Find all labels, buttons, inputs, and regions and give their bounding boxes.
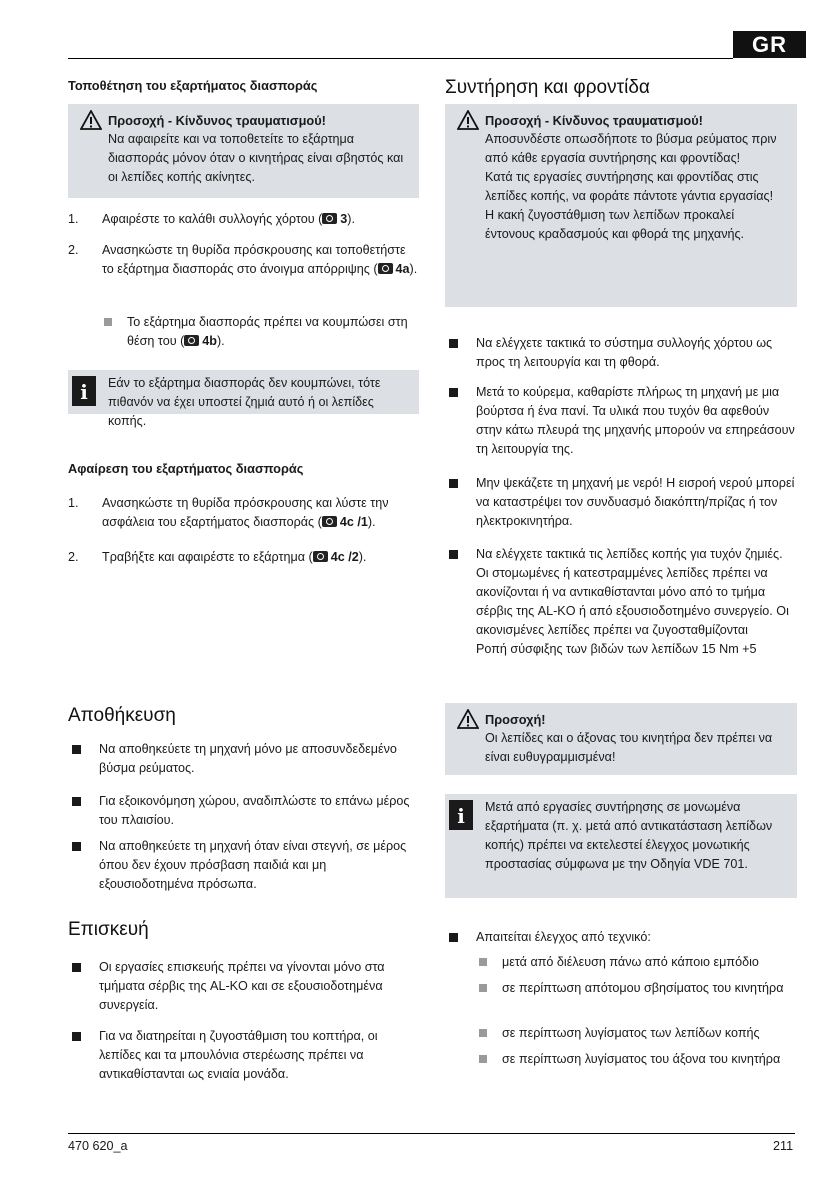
technician-item-text: σε περίπτωση λυγίσματος του άξονα του κινητήρα <box>502 1052 781 1066</box>
install-warning-box <box>68 104 419 198</box>
technician-item <box>477 1050 797 1069</box>
step-text: Ανασηκώστε τη θυρίδα πρόσκρουσης και λύστε την ασφάλεια του εξαρτήματος διασποράς ( 4c /1). <box>102 496 389 529</box>
install-warning-title: Προσοχή - Κίνδυνος τραυματισμού! <box>108 112 326 128</box>
install-warning-header <box>80 110 409 130</box>
step-number: 1. <box>68 496 79 510</box>
repair-item <box>68 958 420 1015</box>
bullet <box>479 1029 487 1037</box>
repair-title: Επισκευή <box>68 919 149 940</box>
technician-item <box>477 979 797 998</box>
caution-text: Οι λεπίδες και ο άξονας του κινητήρα δεν πρέπει να είναι ευθυγραμμισμένα! <box>485 731 773 764</box>
storage-item <box>68 792 420 830</box>
header-rule <box>68 58 733 59</box>
bullet <box>449 550 458 559</box>
info-icon: i <box>449 800 473 830</box>
repair-item <box>68 1027 420 1084</box>
camera-icon <box>184 335 199 346</box>
step-number: 1. <box>68 212 79 226</box>
caution-title: Προσοχή! <box>485 711 546 727</box>
torque-text: Ροπή σύσφιξης των βιδών των λεπίδων 15 Nm +5 <box>476 642 757 656</box>
remove-title: Αφαίρεση του εξαρτήματος διασποράς <box>68 461 304 476</box>
language-tab: GR <box>733 31 806 58</box>
bullet <box>479 958 487 966</box>
caution-box <box>445 703 797 775</box>
doc-number: 470 620_a <box>68 1139 128 1153</box>
substep-text: Το εξάρτημα διασποράς πρέπει να κουμπώσει στη θέση του ( 4b). <box>127 315 408 348</box>
bullet <box>72 797 81 806</box>
storage-item <box>68 837 420 894</box>
maintenance-warning-line: Αποσυνδέστε οπωσδήποτε το βύσμα ρεύματος πριν από κάθε εργασία συντήρησης και φροντίδας! <box>485 132 777 165</box>
technician-item <box>477 953 797 972</box>
maintenance-warning-title: Προσοχή - Κίνδυνος τραυματισμού! <box>485 112 703 128</box>
footer-rule <box>68 1133 795 1134</box>
maintenance-item-text: Μην ψεκάζετε τη μηχανή με νερό! Η εισροή νερού μπορεί να καταστρέψει τον συνδυασμό διακόπτη/πρίζας ή τον ηλεκτροκινητήρα. <box>476 476 795 528</box>
warning-triangle-icon <box>457 709 479 729</box>
technician-item-text: σε περίπτωση απότομου σβησίματος του κινητήρα <box>502 981 784 995</box>
warning-triangle-icon <box>80 110 102 130</box>
storage-item-text: Να αποθηκεύετε τη μηχανή μόνο με αποσυνδεδεμένο βύσμα ρεύματος. <box>99 742 397 775</box>
maintenance-info-text: Μετά από εργασίες συντήρησης σε μονωμένα εξαρτήματα (π. χ. μετά από αντικατάσταση λεπίδων κοπής) πρέπει να εκτελεστεί έλεγχος μονωτικής προστασίας σύμφωνα με την Οδηγία VDE 701. <box>485 800 773 871</box>
install-info-box <box>68 370 419 428</box>
bullet <box>72 963 81 972</box>
maintenance-item-text: Να ελέγχετε τακτικά τις λεπίδες κοπής για τυχόν ζημιές. Οι στομωμένες ή κατεστραμμένες λεπίδες πρέπει να ακονίζονται ή να αντικαθίστανται μόνο από το τμήμα σέρβις της AL-KO ή από εξουσιοδοτημένο συνεργείο. Οι ακονισμένες λεπίδες πρέπει να ζυγοσταθμίζονται Ροπή σύσφιξης των βιδών των λεπίδων 15 Nm +5 <box>476 547 789 656</box>
maintenance-title: Συντήρηση και φροντίδα <box>445 77 650 98</box>
maintenance-warning-header <box>457 110 787 130</box>
maintenance-item <box>445 334 797 372</box>
install-title: Τοποθέτηση του εξαρτήματος διασποράς <box>68 78 318 93</box>
camera-icon <box>322 213 337 224</box>
technician-item-text: μετά από διέλευση πάνω από κάποιο εμπόδιο <box>502 955 759 969</box>
maintenance-warning-box <box>445 104 797 307</box>
repair-item-text: Οι εργασίες επισκευής πρέπει να γίνονται μόνο στα τμήματα σέρβις της AL-KO και σε εξουσιοδοτημένα συνεργεία. <box>99 960 385 1012</box>
info-icon: i <box>72 376 96 406</box>
bullet <box>479 984 487 992</box>
bullet <box>449 479 458 488</box>
maintenance-item <box>445 383 797 459</box>
install-info-text: Εάν το εξάρτημα διασποράς δεν κουμπώνει, τότε πιθανόν να έχει υποστεί ζημιά αυτό ή οι λεπίδες κοπής. <box>108 376 381 428</box>
step-number: 2. <box>68 243 79 257</box>
camera-icon <box>313 551 328 562</box>
warning-triangle-icon <box>457 110 479 130</box>
bullet <box>449 933 458 942</box>
storage-title: Αποθήκευση <box>68 705 176 726</box>
camera-icon <box>322 516 337 527</box>
storage-item-text: Για εξοικονόμηση χώρου, αναδιπλώστε το επάνω μέρος του πλαισίου. <box>99 794 410 827</box>
repair-item-text: Για να διατηρείται η ζυγοστάθμιση του κοπτήρα, οι λεπίδες και τα μπουλόνια στερέωσης πρέπει να αντικαθίστανται ως ενιαία μονάδα. <box>99 1029 378 1081</box>
storage-item-text: Να αποθηκεύετε τη μηχανή όταν είναι στεγνή, σε μέρος όπου δεν έχουν πρόσβαση παιδιά και μη εξουσιοδοτημένα πρόσωπα. <box>99 839 407 891</box>
maintenance-info-box <box>445 794 797 898</box>
technician-item <box>477 1024 797 1043</box>
step-text: Ανασηκώστε τη θυρίδα πρόσκρουσης και τοποθετήστε το εξάρτημα διασποράς στο άνοιγμα απόρριψης ( 4a). <box>102 243 418 276</box>
install-warning-text: Να αφαιρείτε και να τοποθετείτε το εξάρτημα διασποράς μόνον όταν ο κινητήρας είναι σβηστός και οι λεπίδες κοπής ακίνητες. <box>108 132 404 184</box>
storage-item <box>68 740 420 778</box>
maintenance-item-text: Μετά το κούρεμα, καθαρίστε πλήρως τη μηχανή με μια βούρτσα ή ένα πανί. Τα υλικά που τυχόν θα αφεθούν στην κάτω πλευρά της μηχανής μπορούν να επηρεάσουν τη λειτουργία της. <box>476 385 795 456</box>
bullet <box>72 842 81 851</box>
remove-step-2 <box>68 548 420 567</box>
bullet <box>449 388 458 397</box>
remove-step-1 <box>68 494 420 532</box>
maintenance-warning-line: Κατά τις εργασίες συντήρησης και φροντίδας στις λεπίδες κοπής, να φοράτε πάντοτε γάντια εργασίας! <box>485 170 774 203</box>
maintenance-item-text: Να ελέγχετε τακτικά το σύστημα συλλογής χόρτου ως προς τη λειτουργία και τη φθορά. <box>476 336 773 369</box>
bullet <box>72 745 81 754</box>
caution-header <box>457 709 787 729</box>
technician-intro <box>445 928 797 947</box>
maintenance-item <box>445 474 797 531</box>
technician-intro-text: Απαιτείται έλεγχος από τεχνικό: <box>476 930 651 944</box>
page-number: 211 <box>773 1139 794 1153</box>
step-number: 2. <box>68 550 79 564</box>
camera-icon <box>378 263 393 274</box>
bullet <box>104 318 112 326</box>
install-substep <box>102 313 420 351</box>
bullet <box>449 339 458 348</box>
install-step-2 <box>68 241 420 279</box>
bullet <box>72 1032 81 1041</box>
step-text: Αφαιρέστε το καλάθι συλλογής χόρτου ( 3). <box>102 212 355 226</box>
maintenance-warning-line: Η κακή ζυγοστάθμιση των λεπίδων προκαλεί έντονους κραδασμούς και φθορά της μηχανής. <box>485 208 745 241</box>
technician-item-text: σε περίπτωση λυγίσματος των λεπίδων κοπής <box>502 1026 760 1040</box>
step-text: Τραβήξτε και αφαιρέστε το εξάρτημα ( 4c /2). <box>102 550 367 564</box>
bullet <box>479 1055 487 1063</box>
install-step-1 <box>68 210 420 229</box>
maintenance-item <box>445 545 797 659</box>
